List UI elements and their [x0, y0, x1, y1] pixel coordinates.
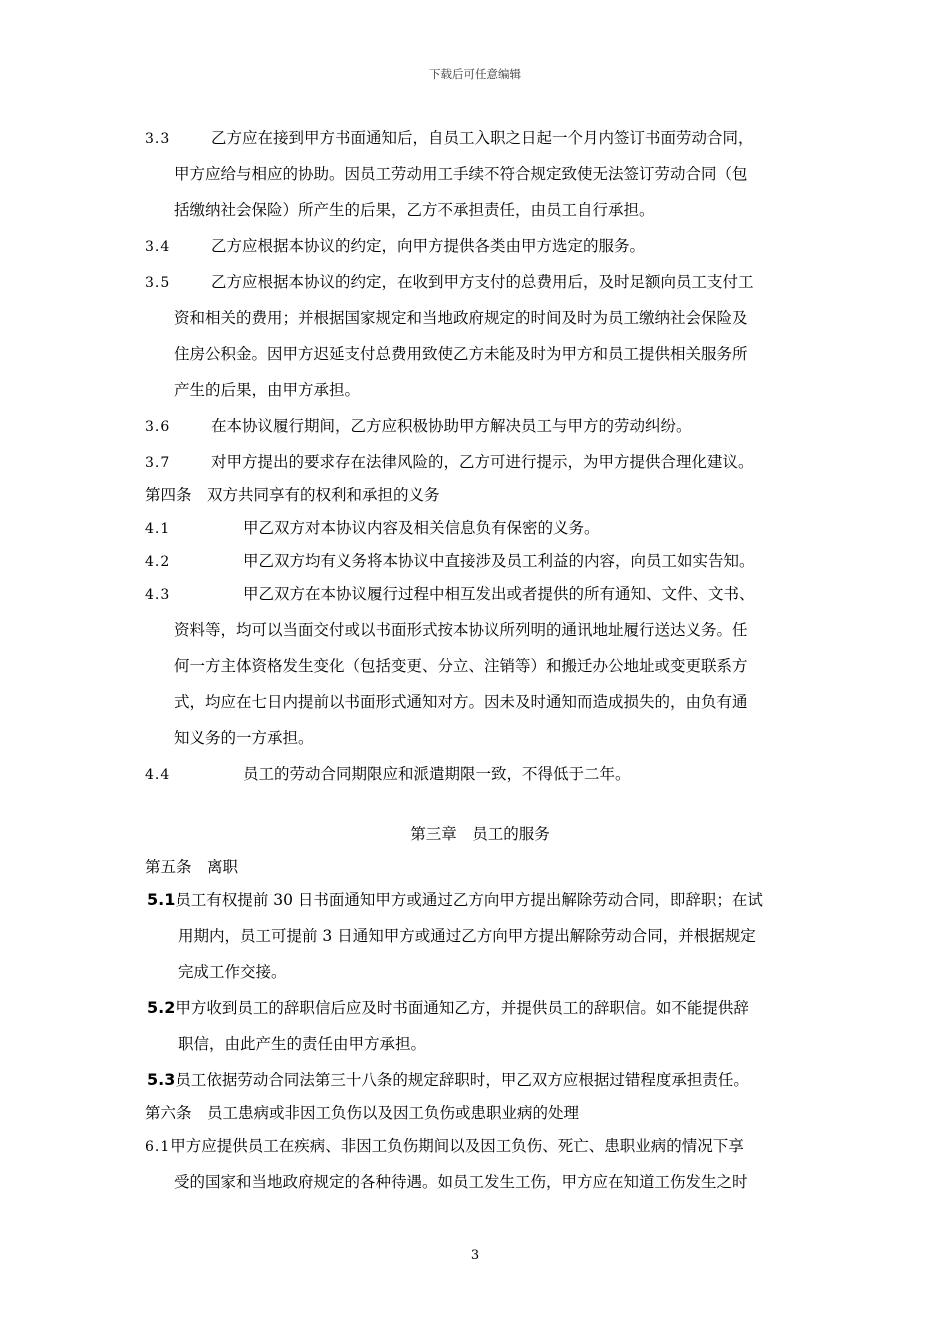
clause-3-3-line-3: 括缴纳社会保险）所产生的后果，乙方不承担责任，由员工自行承担。: [174, 201, 655, 219]
page-header: 下载后可任意编辑: [429, 67, 521, 81]
clause-text: 对甲方提出的要求存在法律风险的，乙方可进行提示，为甲方提供合理化建议。: [211, 453, 754, 471]
clause-text: 甲方收到员工的辞职信后应及时书面通知乙方，并提供员工的辞职信。如不能提供辞: [175, 999, 749, 1017]
clause-number: 4.2: [145, 554, 171, 570]
clause-text: 甲乙双方均有义务将本协议中直接涉及员工利益的内容，向员工如实告知。: [243, 552, 755, 570]
clause-text: 员工的劳动合同期限应和派遣期限一致，不得低于二年。: [243, 765, 631, 783]
clause-3-4: [145, 236, 815, 272]
clause-5-1-line-2: 用期内，员工可提前 3 日通知甲方或通过乙方向甲方提出解除劳动合同，并根据规定: [178, 927, 756, 945]
clause-3-3-line-2: 甲方应给与相应的协助。因员工劳动用工手续不符合规定致使无法签订劳动合同（包: [174, 165, 748, 183]
clause-text: 员工依据劳动合同法第三十八条的规定辞职时，甲乙双方应根据过错程度承担责任。: [175, 1071, 749, 1089]
chapter-3-title: 第三章 员工的服务: [410, 825, 550, 843]
clause-5-2-line-2: 职信，由此产生的责任由甲方承担。: [178, 1035, 427, 1053]
clause-text: 乙方应在接到甲方书面通知后，自员工入职之日起一个月内签订书面劳动合同，: [211, 129, 754, 147]
clause-text: 乙方应根据本协议的约定，在收到甲方支付的总费用后，及时足额向员工支付工: [211, 273, 754, 291]
clause-4-3-line-2: 资料等，均可以当面交付或以书面形式按本协议所列明的通讯地址履行送达义务。任: [174, 621, 748, 639]
clause-number: 5.2: [147, 998, 176, 1017]
clause-3-3: [145, 128, 815, 164]
section-spacer: [145, 800, 815, 824]
clause-4-3-line-3: 何一方主体资格发生变化（包括变更、分立、注销等）和搬迁办公地址或变更联系方: [174, 657, 748, 675]
clause-5-3: [145, 1070, 815, 1103]
clause-4-3-line-4: 式，均应在七日内提前以书面形式通知对方。因未及时通知而造成损失的，由负有通: [174, 693, 748, 711]
clause-number: 4.4: [145, 767, 171, 783]
clause-number: 3.4: [145, 239, 171, 255]
article-5-title: 第五条 离职: [145, 858, 239, 876]
clause-5-1-line-3: 完成工作交接。: [178, 963, 287, 981]
clause-4-4: [145, 764, 815, 800]
clause-4-2: [145, 551, 815, 584]
article-4-title: 第四条 双方共同享有的权利和承担的义务: [145, 486, 440, 504]
clause-text: 甲乙双方在本协议履行过程中相互发出或者提供的所有通知、文件、文书、: [243, 585, 755, 603]
clause-text: 员工有权提前 30 日书面通知甲方或通过乙方向甲方提出解除劳动合同，即辞职；在试: [175, 891, 763, 909]
document-body: [145, 128, 815, 1208]
clause-text: 乙方应根据本协议的约定，向甲方提供各类由甲方选定的服务。: [211, 237, 646, 255]
clause-number: 5.1: [147, 890, 176, 909]
clause-3-6: [145, 416, 815, 452]
clause-4-3: [145, 584, 815, 620]
clause-5-2: [145, 998, 815, 1034]
clause-3-7: [145, 452, 815, 485]
page-number: 3: [470, 1248, 480, 1263]
clause-number: 3.6: [145, 419, 171, 435]
clause-number: 4.3: [145, 587, 171, 603]
article-6-title: 第六条 员工患病或非因工负伤以及因工负伤或患职业病的处理: [145, 1104, 580, 1122]
clause-3-5-line-2: 资和相关的费用；并根据国家规定和当地政府规定的时间及时为员工缴纳社会保险及: [174, 309, 748, 327]
clause-3-5: [145, 272, 815, 308]
clause-text: 甲乙双方对本协议内容及相关信息负有保密的义务。: [243, 519, 600, 537]
clause-number: 3.3: [145, 131, 171, 147]
clause-3-5-line-3: 住房公积金。因甲方迟延支付总费用致使乙方未能及时为甲方和员工提供相关服务所: [174, 345, 748, 363]
clause-number: 4.1: [145, 521, 171, 537]
clause-text: 甲方应提供员工在疾病、非因工负伤期间以及因工负伤、死亡、患职业病的情况下享: [170, 1137, 744, 1155]
clause-3-5-line-4: 产生的后果，由甲方承担。: [174, 381, 361, 399]
clause-5-1: [145, 890, 815, 926]
clause-4-1: [145, 518, 815, 551]
clause-number: 3.5: [145, 275, 171, 291]
clause-number: 3.7: [145, 455, 171, 471]
clause-6-1-line-2: 受的国家和当地政府规定的各种待遇。如员工发生工伤，甲方应在知道工伤发生之时: [174, 1173, 748, 1191]
clause-text: 在本协议履行期间，乙方应积极协助甲方解决员工与甲方的劳动纠纷。: [211, 417, 692, 435]
clause-number: 6.1: [145, 1139, 171, 1155]
clause-4-3-line-5: 知义务的一方承担。: [174, 729, 314, 747]
clause-number: 5.3: [147, 1070, 176, 1089]
clause-6-1: [145, 1136, 815, 1172]
